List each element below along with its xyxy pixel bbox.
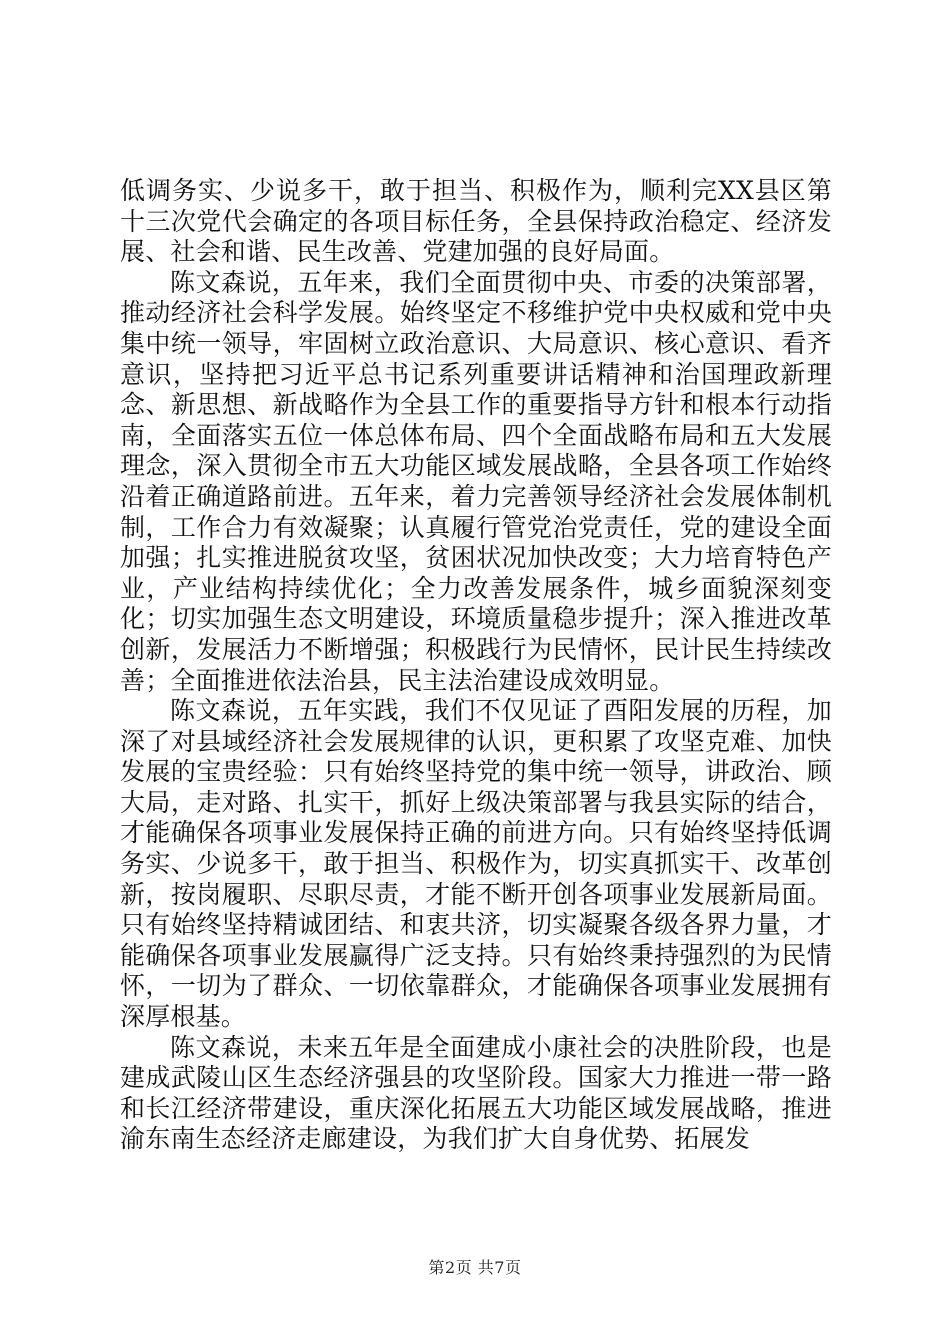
page-number-footer: 第2页 共7页 — [428, 1258, 522, 1277]
paragraph: 陈文森说，五年来，我们全面贯彻中央、市委的决策部署，推动经济社会科学发展。始终坚定不移维护党中央权威和党中央集中统一领导，牢固树立政治意识、大局意识、核心意识、看齐意识，坚持把习近平总书记系列重要讲话精神和治国理政新理念、新思想、新战略作为全县工作的重要指导方针和根本行动指南，全面落实五位一体总体布局、四个全面战略布局和五大发展理念，深入贯彻全市五大功能区域发展战略，全县各项工作始终沿着正确道路前进。五年来，着力完善领导经济社会发展体制机制，工作合力有效凝聚；认真履行管党治党责任，党的建设全面加强；扎实推进脱贫攻坚，贫困状况加快改变；大力培育特色产业，产业结构持续优化；全力改善发展条件，城乡面貌深刻变化；切实加强生态文明建设，环境质量稳步提升；深入推进改革创新，发展活力不断增强；积极践行为民情怀，民计民生持续改善；全面推进依法治县，民主法治建设成效明显。 — [120, 267, 832, 695]
document-body — [120, 176, 832, 1155]
paragraph: 陈文森说，未来五年是全面建成小康社会的决胜阶段，也是建成武陵山区生态经济强县的攻坚阶段。国家大力推进一带一路和长江经济带建设，重庆深化拓展五大功能区域发展战略，推进渝东南生态经济走廊建设，为我们扩大自身优势、拓展发 — [120, 1032, 832, 1154]
paragraph: 陈文森说，五年实践，我们不仅见证了酉阳发展的历程，加深了对县域经济社会发展规律的认识，更积累了攻坚克难、加快发展的宝贵经验：只有始终坚持党的集中统一领导，讲政治、顾大局，走对路、扎实干，抓好上级决策部署与我县实际的结合，才能确保各项事业发展保持正确的前进方向。只有始终坚持低调务实、少说多干，敢于担当、积极作为，切实真抓实干、改革创新，按岗履职、尽职尽责，才能不断开创各项事业发展新局面。只有始终坚持精诚团结、和衷共济，切实凝聚各级各界力量，才能确保各项事业发展赢得广泛支持。只有始终秉持强烈的为民情怀，一切为了群众、一切依靠群众，才能确保各项事业发展拥有深厚根基。 — [120, 696, 832, 1032]
paragraph-continuation: 低调务实、少说多干，敢于担当、积极作为，顺利完XX县区第十三次党代会确定的各项目标任务，全县保持政治稳定、经济发展、社会和谐、民生改善、党建加强的良好局面。 — [120, 176, 832, 267]
